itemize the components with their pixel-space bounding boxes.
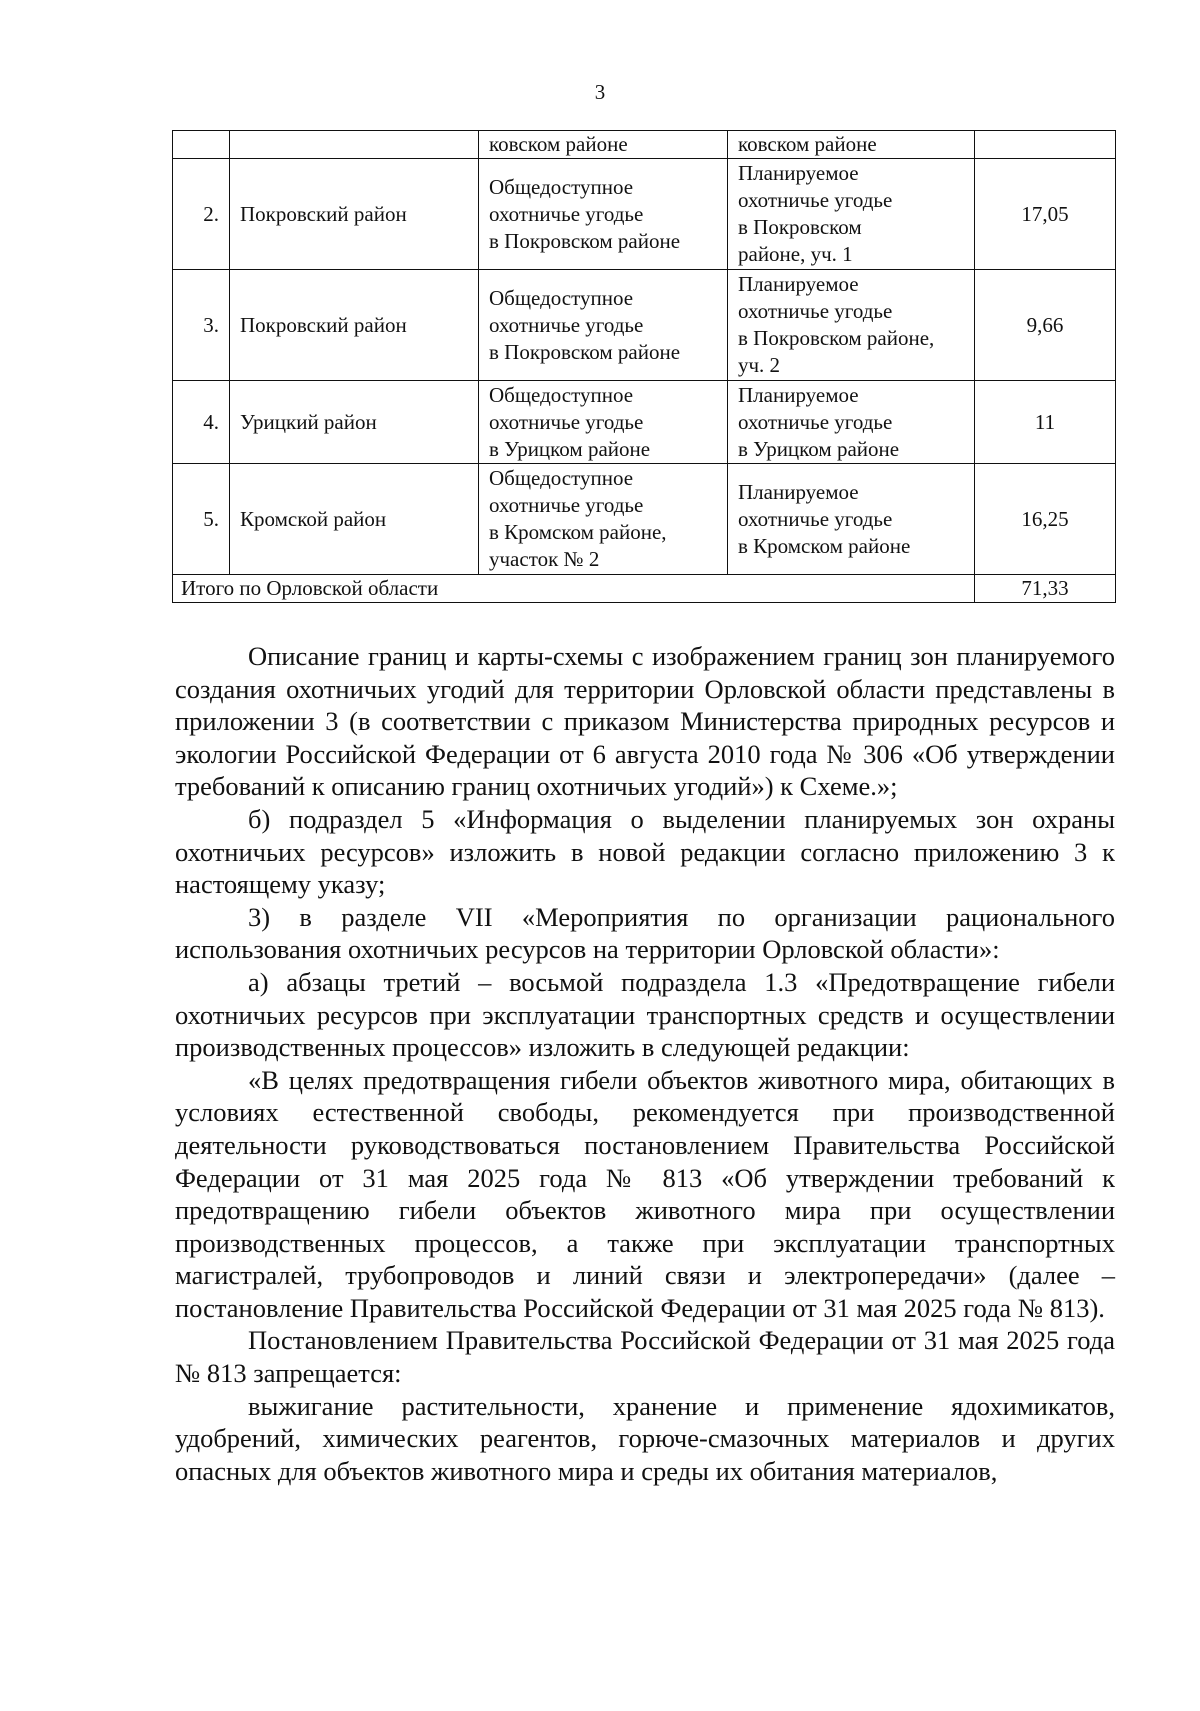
cell-line: уч. 2 <box>738 353 781 377</box>
row-number: 4. <box>173 381 230 464</box>
hunting-grounds-table <box>172 130 1116 603</box>
cell-line: охотничье угодье <box>738 409 893 434</box>
cell-line: участок № 2 <box>489 547 600 571</box>
paragraph: б) подраздел 5 «Информация о выделении планируемых зон охраны охотничьих ресурсов» изложить в новой редакции согласно приложению 3 к настоящему указу; <box>175 803 1115 900</box>
existing-ground-cell <box>479 381 728 464</box>
cell-line: Планируемое <box>738 161 859 185</box>
planned-ground-cell <box>728 270 975 381</box>
cell-line: в Кромском районе <box>738 533 911 558</box>
cell-line: Общедоступное <box>489 466 634 490</box>
cell-line: охотничье угодье <box>489 409 644 434</box>
cell-line: в Урицком районе <box>489 436 651 461</box>
area-cell: 9,66 <box>975 270 1116 381</box>
row-number: 3. <box>173 270 230 381</box>
paragraph: Описание границ и карты-схемы с изображением границ зон планируемого создания охотничьих угодий для территории Орловской области представлены в приложении 3 (в соответствии с приказом Министерства природных ресурсов и экологии Российской Федерации от 6 августа 2010 года № 306 «Об утверждении требований к описанию границ охотничьих угодий») к Схеме.»; <box>175 641 1115 802</box>
area-cell: 11 <box>975 381 1116 464</box>
row-number: 5. <box>173 464 230 575</box>
planned-ground-cell <box>728 381 975 464</box>
row-number: 2. <box>173 159 230 270</box>
total-value: 71,33 <box>975 575 1116 603</box>
table-cell: ковском районе <box>728 131 975 159</box>
paragraph: «В целях предотвращения гибели объектов животного мира, обитающих в условиях естественной свободы, рекомендуется при производственной деятельности руководствоваться постановлением Правительства Российской Федерации от 31 мая 2025 года № 813 «Об утверждении требований к предотвращению гибели объектов животного мира при осуществлении производственных процессов, а также при эксплуатации транспортных магистралей, трубопроводов и линий связи и электропередачи» (далее – постановление Правительства Российской Федерации от 31 мая 2025 года № 813). <box>175 1064 1115 1323</box>
existing-ground-cell <box>479 270 728 381</box>
table-row-continuation <box>173 131 1116 159</box>
cell-line: Планируемое <box>738 382 859 407</box>
cell-line: Планируемое <box>738 272 859 296</box>
existing-ground-cell <box>479 464 728 575</box>
district-cell: Покровский район <box>230 159 479 270</box>
page-number: 3 <box>594 80 606 104</box>
table-cell <box>230 131 479 159</box>
table-row <box>173 381 1116 464</box>
cell-line: районе, уч. 1 <box>738 242 853 266</box>
cell-line: Общедоступное <box>489 382 634 407</box>
cell-line: охотничье угодье <box>738 188 893 212</box>
cell-line: в Покровском районе, <box>738 326 935 350</box>
cell-line: Общедоступное <box>489 285 634 310</box>
table-row <box>173 270 1116 381</box>
table-cell <box>975 131 1116 159</box>
cell-line: охотничье угодье <box>738 299 893 323</box>
cell-line: в Урицком районе <box>738 436 900 461</box>
table-row <box>173 464 1116 575</box>
district-cell: Урицкий район <box>230 381 479 464</box>
cell-line: в Покровском районе <box>489 339 681 364</box>
cell-line: охотничье угодье <box>489 312 644 337</box>
cell-line: в Кромском районе, <box>489 520 667 544</box>
table-row <box>173 159 1116 270</box>
total-label: Итого по Орловской области <box>173 575 975 603</box>
planned-ground-cell <box>728 159 975 270</box>
cell-line: в Покровском <box>738 215 862 239</box>
area-cell: 16,25 <box>975 464 1116 575</box>
cell-line: охотничье угодье <box>489 493 644 517</box>
paragraph: Постановлением Правительства Российской Федерации от 31 мая 2025 года № 813 запрещается: <box>175 1325 1115 1389</box>
document-body <box>175 640 1115 1487</box>
district-cell: Кромской район <box>230 464 479 575</box>
district-cell: Покровский район <box>230 270 479 381</box>
cell-line: в Покровском районе <box>489 228 681 253</box>
paragraph: а) абзацы третий – восьмой подраздела 1.3 «Предотвращение гибели охотничьих ресурсов при эксплуатации транспортных средств и осуществлении производственных процессов» изложить в следующей редакции: <box>175 966 1115 1063</box>
existing-ground-cell <box>479 159 728 270</box>
cell-line: Планируемое <box>738 479 859 504</box>
cell-line: охотничье угодье <box>738 506 893 531</box>
planned-ground-cell <box>728 464 975 575</box>
paragraph: 3) в разделе VII «Мероприятия по организации рационального использования охотничьих ресурсов на территории Орловской области»: <box>175 901 1115 965</box>
table-cell: ковском районе <box>479 131 728 159</box>
paragraph: выжигание растительности, хранение и применение ядохимикатов, удобрений, химических реагентов, горюче-смазочных материалов и других опасных для объектов животного мира и среды их обитания материалов, <box>175 1390 1115 1486</box>
cell-line: Общедоступное <box>489 174 634 199</box>
table-total-row <box>173 575 1116 603</box>
area-cell: 17,05 <box>975 159 1116 270</box>
cell-line: охотничье угодье <box>489 201 644 226</box>
table-cell <box>173 131 230 159</box>
